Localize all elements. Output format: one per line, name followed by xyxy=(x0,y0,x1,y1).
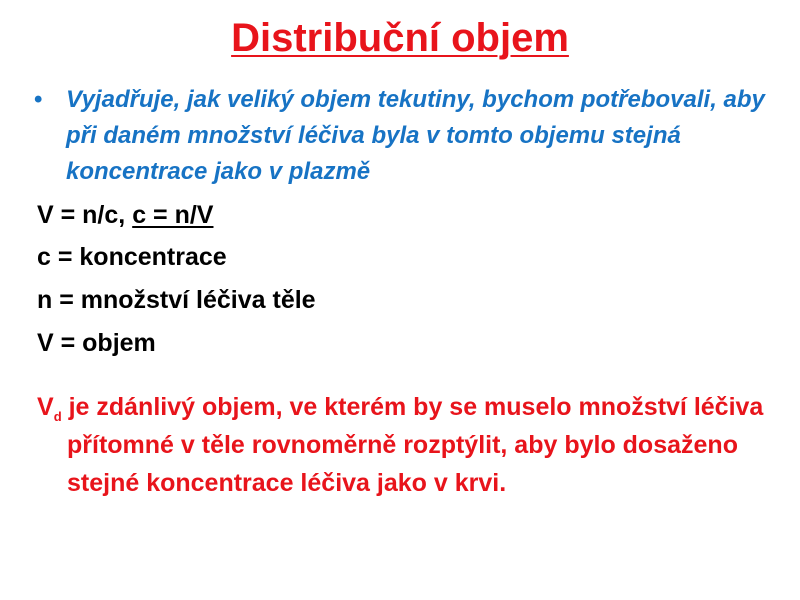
vd-text: je zdánlivý objem, ve kterém by se muselo množství léčiva přítomné v těle rovnoměrně rozptýlit, aby bylo dosaženo stejné koncentrace léčiva jako v krvi. xyxy=(61,393,764,497)
definition-concentration: c = koncentrace xyxy=(37,243,227,271)
bullet-item xyxy=(34,82,774,190)
vd-definition xyxy=(37,388,767,502)
formula-c: c = n/V xyxy=(132,201,214,229)
slide-title: Distribuční objem xyxy=(231,16,569,60)
bullet-text: Vyjadřuje, jak veliký objem tekutiny, bychom potřebovali, aby při daném množství léčiva byla v tomto objemu stejná koncentrace jako v plazmě xyxy=(66,86,765,185)
definition-amount: n = množství léčiva těle xyxy=(37,286,316,314)
definition-volume: V = objem xyxy=(37,329,156,357)
vd-symbol: V xyxy=(37,393,54,421)
formula-v: V = n/c, xyxy=(37,201,133,229)
vd-subscript: d xyxy=(53,409,62,424)
bullet-icon: • xyxy=(34,86,43,113)
formula-line xyxy=(37,199,213,231)
